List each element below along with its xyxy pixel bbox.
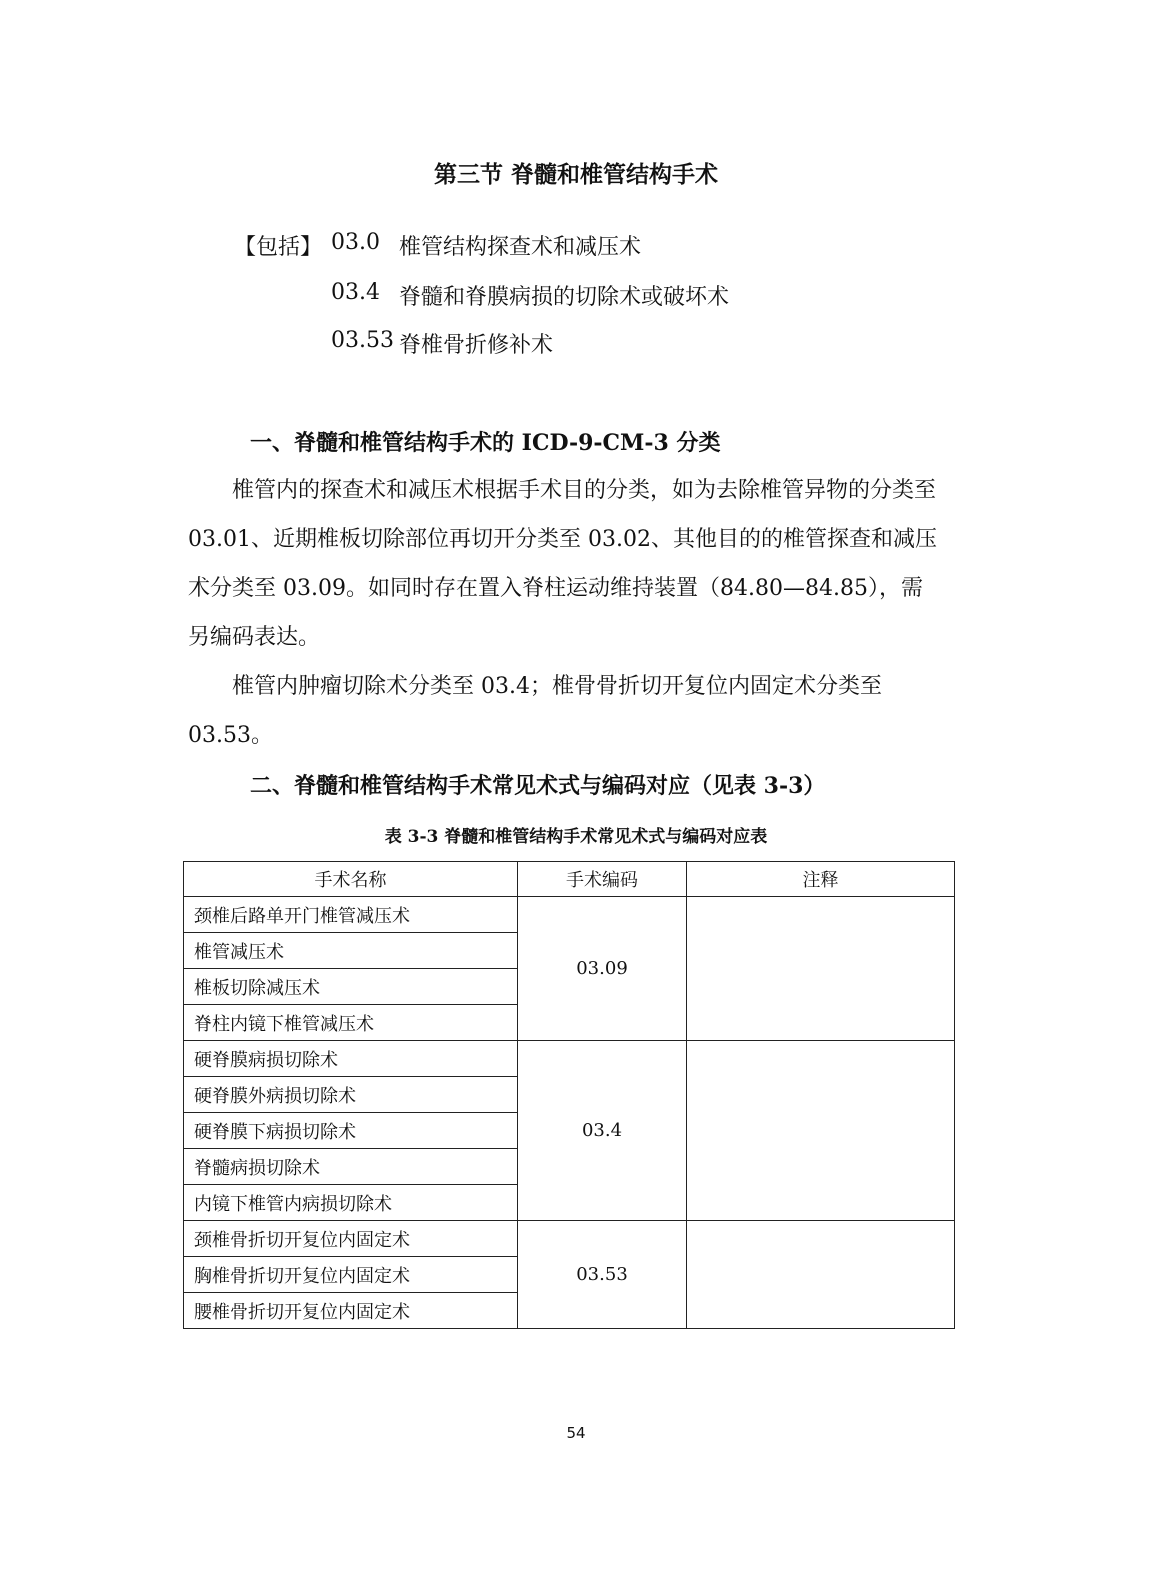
table-row <box>184 1221 955 1257</box>
paragraph-tumor: 椎管内肿瘤切除术分类至 03.4；椎骨骨折切开复位内固定术分类至 03.53。 <box>188 674 882 748</box>
procedure-code: 03.53 <box>518 1221 687 1329</box>
include-code: 03.53 <box>331 328 394 353</box>
procedure-name: 硬脊膜下病损切除术 <box>184 1113 518 1149</box>
procedure-note <box>687 1041 955 1221</box>
procedure-code: 03.09 <box>518 897 687 1041</box>
table-caption: 表 3-3 脊髓和椎管结构手术常见术式与编码对应表 <box>384 827 768 847</box>
procedure-code: 03.4 <box>518 1041 687 1221</box>
procedure-name: 硬脊膜外病损切除术 <box>184 1077 518 1113</box>
page-number: 54 <box>566 1424 586 1442</box>
include-code: 03.4 <box>331 280 380 305</box>
procedure-name: 硬脊膜病损切除术 <box>184 1041 518 1077</box>
procedure-name: 椎管减压术 <box>184 933 518 969</box>
include-desc: 脊髓和脊膜病损的切除术或破坏术 <box>399 285 730 310</box>
includes-label: 【包括】 <box>234 235 323 260</box>
table-row <box>184 1041 955 1077</box>
heading-classification: 一、脊髓和椎管结构手术的 ICD-9-CM-3 分类 <box>250 430 721 456</box>
table-header-row <box>184 862 955 897</box>
procedure-name: 脊柱内镜下椎管减压术 <box>184 1005 518 1041</box>
procedure-code-table <box>183 861 955 1329</box>
procedure-note <box>687 897 955 1041</box>
column-header: 手术编码 <box>518 862 687 897</box>
heading-procedures: 二、脊髓和椎管结构手术常见术式与编码对应（见表 3-3） <box>250 773 826 799</box>
table-row <box>184 897 955 933</box>
paragraph-exploration: 椎管内的探查术和减压术根据手术目的分类，如为去除椎管异物的分类至 03.01、近期椎板切除部位再切开分类至 03.02、其他目的的椎管探查和减压术分类至 03.09。如同时存在置入脊柱运动维持装置（84.80—84.85），需另编码表达。 <box>188 478 937 650</box>
column-header: 手术名称 <box>184 862 518 897</box>
procedure-name: 内镜下椎管内病损切除术 <box>184 1185 518 1221</box>
include-code: 03.0 <box>331 230 380 255</box>
include-desc: 椎管结构探查术和减压术 <box>399 235 642 260</box>
procedure-name: 腰椎骨折切开复位内固定术 <box>184 1293 518 1329</box>
procedure-name: 椎板切除减压术 <box>184 969 518 1005</box>
column-header: 注释 <box>687 862 955 897</box>
procedure-note <box>687 1221 955 1329</box>
procedure-name: 胸椎骨折切开复位内固定术 <box>184 1257 518 1293</box>
procedure-name: 颈椎骨折切开复位内固定术 <box>184 1221 518 1257</box>
procedure-name: 颈椎后路单开门椎管减压术 <box>184 897 518 933</box>
section-title: 第三节 脊髓和椎管结构手术 <box>433 161 718 188</box>
procedure-name: 脊髓病损切除术 <box>184 1149 518 1185</box>
include-desc: 脊椎骨折修补术 <box>399 333 554 358</box>
